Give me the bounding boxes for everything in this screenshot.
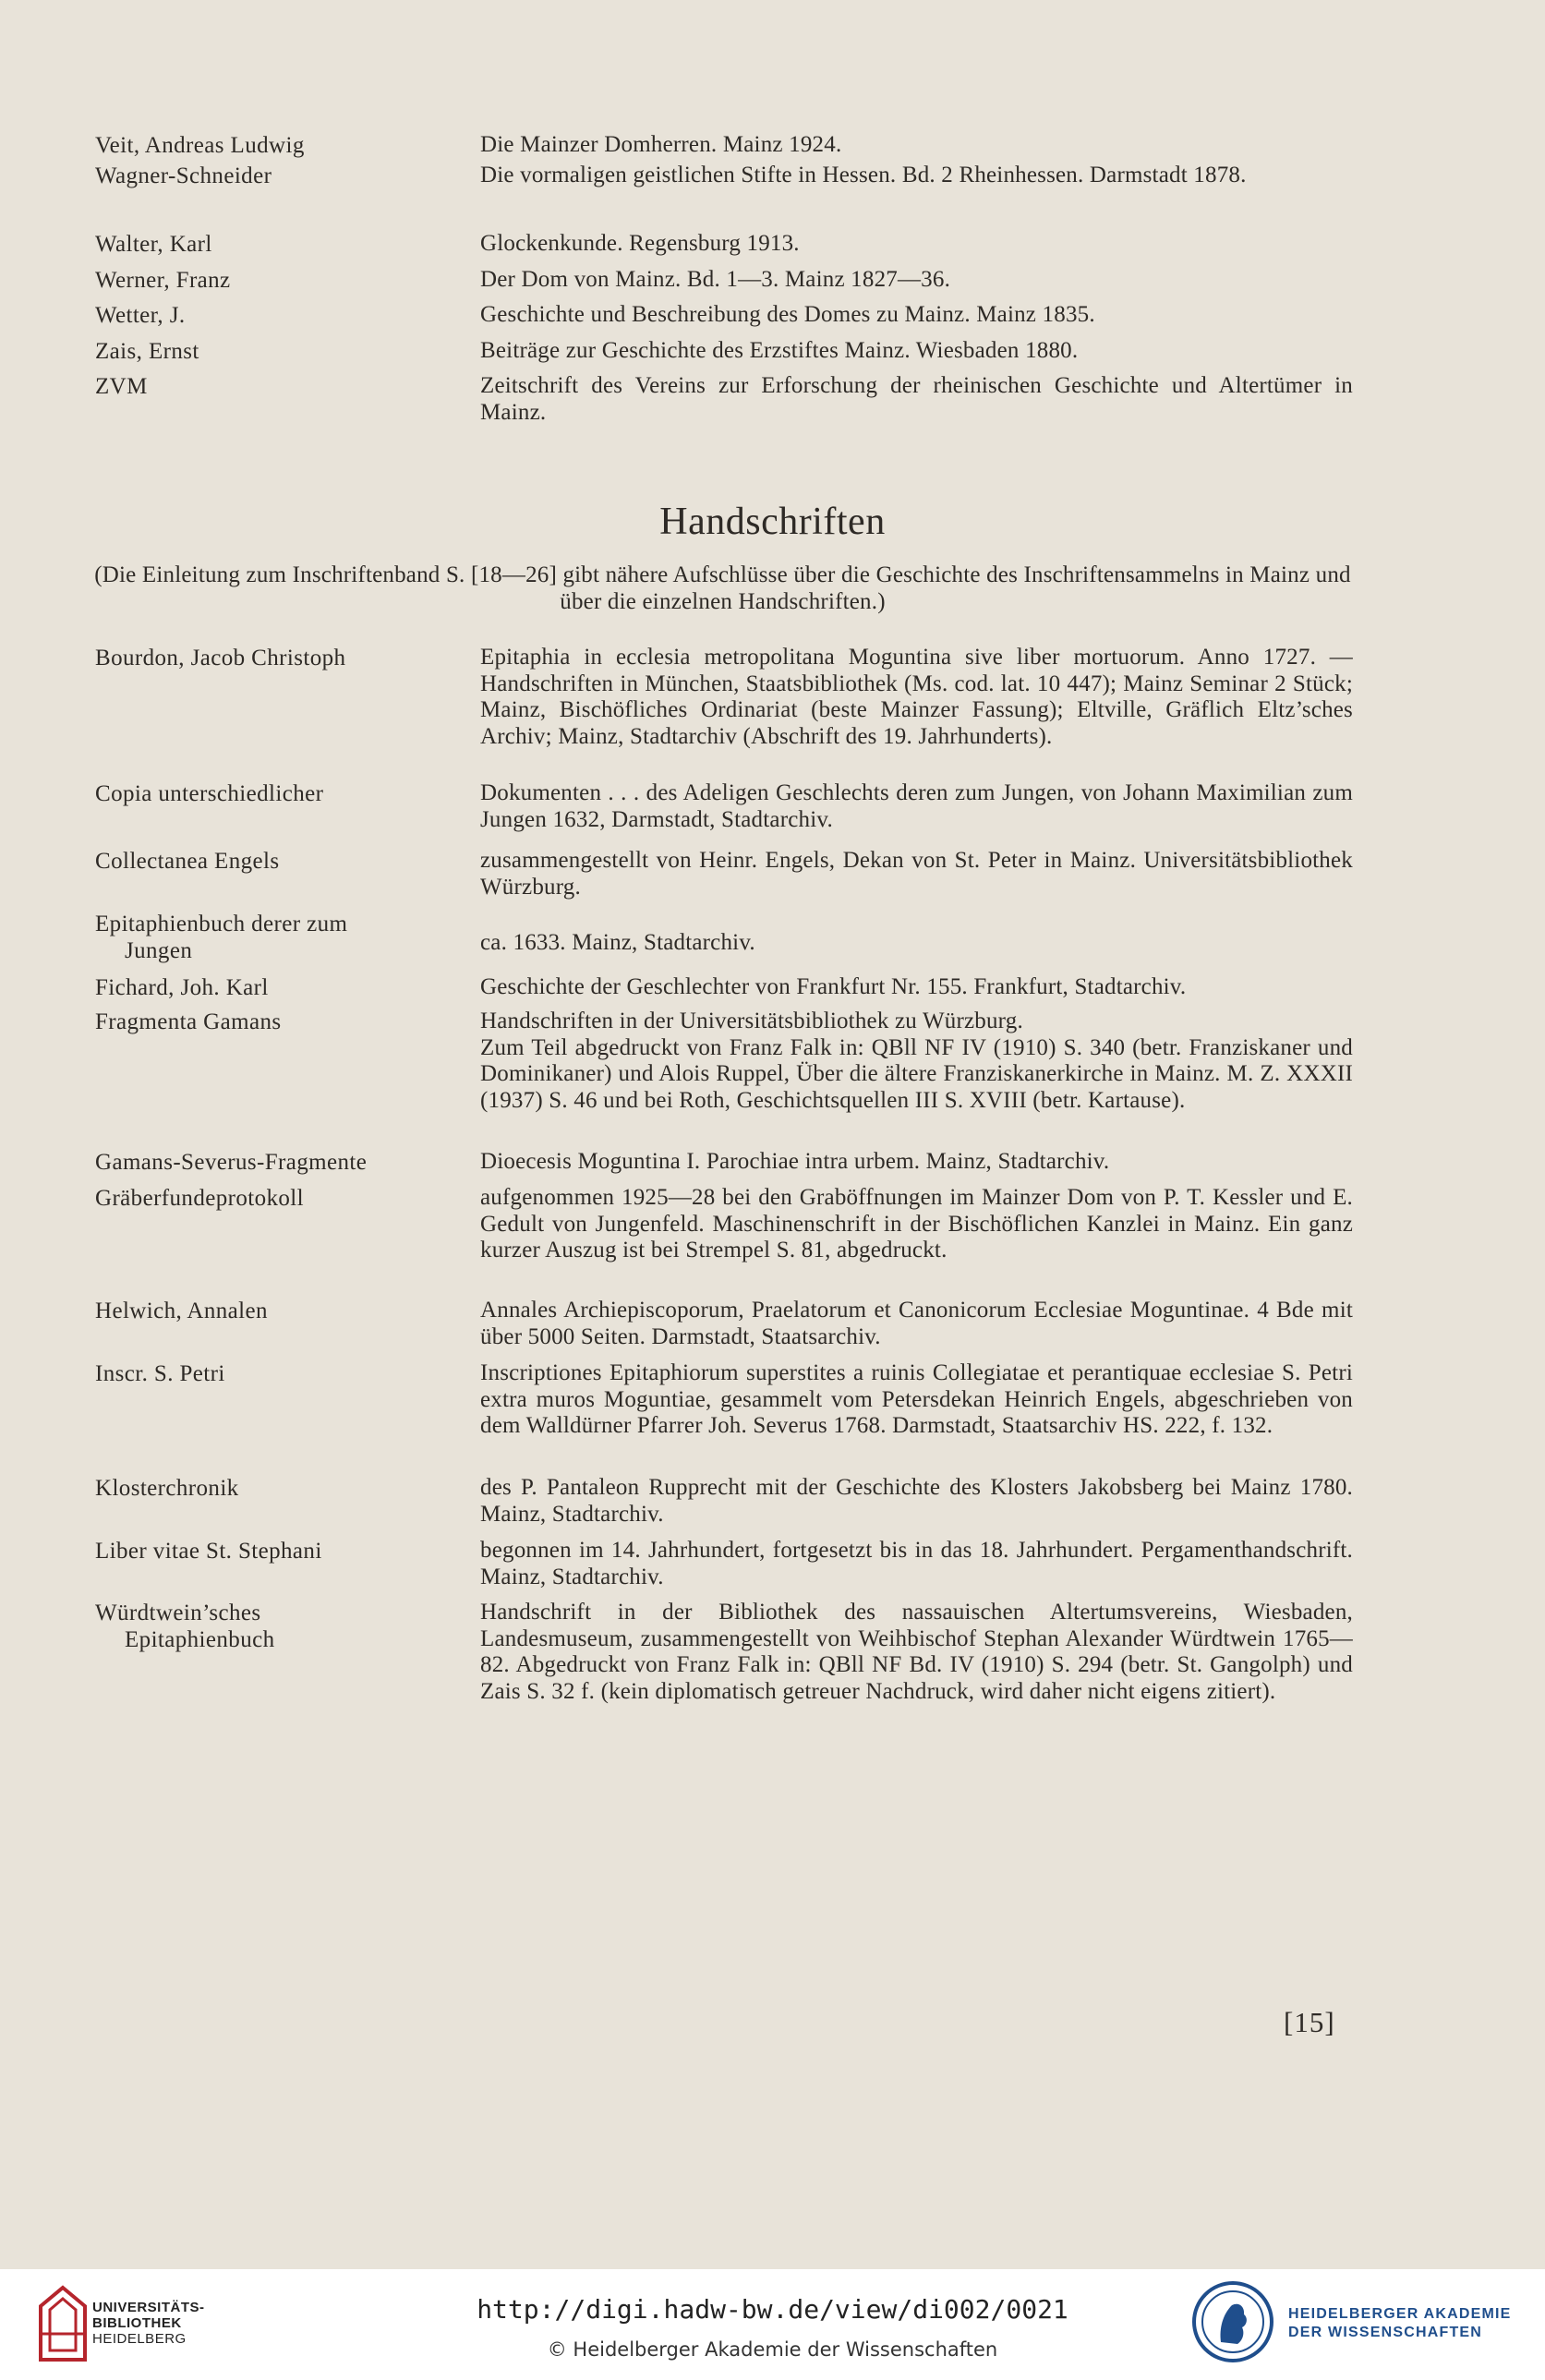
academy-name <box>1288 2305 1512 2342</box>
manuscript-name <box>95 1600 465 1653</box>
section-title: Handschriften <box>659 501 886 543</box>
manuscript-desc: aufgenommen 1925—28 bei den Graböffnungen im Mainzer Dom von P. T. Kessler und E. Gedult von Jungenfeld. Maschinenschrift in der Bischöflichen Kanzlei in Mainz. Ein ganz kurzer Auszug ist bei Strempel S. 81, abgedruckt. <box>480 1185 1353 1262</box>
manuscript-name-line1: Fragmenta Gamans <box>95 1009 282 1034</box>
manuscript-name <box>95 645 465 671</box>
manuscript-name-line1: Inscr. S. Petri <box>95 1361 225 1386</box>
manuscript-name <box>95 1185 465 1212</box>
manuscript-desc: begonnen im 14. Jahrhundert, fortgesetzt bis in das 18. Jahrhundert. Pergamenthandschrift. Mainz, Stadtarchiv. <box>480 1538 1353 1589</box>
bib-name: Veit, Andreas Ludwig <box>95 133 305 158</box>
manuscript-desc: Annales Archiepiscoporum, Praelatorum et Canonicorum Ecclesiae Moguntinae. 4 Bde mit über 5000 Seiten. Darmstadt, Staatsarchiv. <box>480 1298 1353 1349</box>
ub-line-2: BIBLIOTHEK <box>92 2315 182 2331</box>
academy-seal-icon <box>1191 2277 1274 2366</box>
manuscript-name <box>95 1360 465 1387</box>
manuscript-desc: Epitaphia in ecclesia metropolitana Moguntina sive liber mortuorum. Anno 1727. — Handschriften in München, Staatsbibliothek (Ms. cod. lat. 10 447); Mainz Seminar 2 Stück; Mainz, Bischöfliches Ordinariat (beste Mainzer Fassung); Eltville, Gräflich Eltz’sches Archiv; Mainz, Stadtarchiv (Abschrift des 19. Jahrhunderts). <box>480 645 1353 749</box>
manuscript-name-line1: Epitaphienbuch derer zum <box>95 912 348 936</box>
copyright-notice: © Heidelberger Akademie der Wissenschaften <box>547 2338 998 2361</box>
manuscript-name <box>95 1538 465 1565</box>
bib-desc: Der Dom von Mainz. Bd. 1—3. Mainz 1827—36. <box>480 267 951 292</box>
manuscript-name <box>95 911 465 964</box>
manuscript-name-line2: Epitaphienbuch <box>125 1627 275 1652</box>
manuscript-desc: Handschriften in der Universitätsbibliothek zu Würzburg. Zum Teil abgedruckt von Franz Falk in: QBll NF IV (1910) S. 340 (betr. Franziskaner und Dominikaner) und Alois Ruppel, Über die ältere Franziskanerkirche in Mainz. M. Z. XXXII (1937) S. 46 und bei Roth, Geschichtsquellen III S. XVIII (betr. Kartause). <box>480 1009 1353 1113</box>
manuscript-name <box>95 1149 465 1176</box>
manuscript-name-line1: Bourdon, Jacob Christoph <box>95 646 346 671</box>
bib-name: Werner, Franz <box>95 268 231 293</box>
manuscript-desc: Geschichte der Geschlechter von Frankfurt Nr. 155. Frankfurt, Stadtarchiv. <box>480 974 1187 999</box>
manuscript-name <box>95 1009 465 1035</box>
bib-desc: Beiträge zur Geschichte des Erzstiftes Mainz. Wiesbaden 1880. <box>480 338 1079 363</box>
manuscript-desc: des P. Pantaleon Rupprecht mit der Geschichte des Klosters Jakobsberg bei Mainz 1780. Mainz, Stadtarchiv. <box>480 1475 1353 1527</box>
manuscript-name-line1: Fichard, Joh. Karl <box>95 975 269 1000</box>
manuscript-name-line1: Liber vitae St. Stephani <box>95 1539 322 1564</box>
academy-line-1: HEIDELBERGER AKADEMIE <box>1288 2306 1512 2322</box>
permalink-url[interactable]: http://digi.hadw-bw.de/view/di002/0021 <box>477 2294 1068 2325</box>
bib-desc: Zeitschrift des Vereins zur Erforschung der rheinischen Geschichte und Altertümer in Mainz. <box>480 373 1353 425</box>
manuscript-name-line2: Jungen <box>125 938 193 963</box>
manuscript-name <box>95 1475 465 1502</box>
manuscript-desc: Dioecesis Moguntina I. Parochiae intra urbem. Mainz, Stadtarchiv. <box>480 1149 1110 1174</box>
ub-line-3: HEIDELBERG <box>92 2331 187 2347</box>
academy-line-2: DER WISSENSCHAFTEN <box>1288 2325 1483 2340</box>
bib-name: ZVM <box>95 374 148 399</box>
manuscript-name <box>95 848 465 875</box>
manuscript-name-line1: Klosterchronik <box>95 1476 239 1501</box>
manuscript-desc: ca. 1633. Mainz, Stadtarchiv. <box>480 930 755 955</box>
bib-desc: Glockenkunde. Regensburg 1913. <box>480 231 800 256</box>
ub-line-1: UNIVERSITÄTS- <box>92 2300 205 2315</box>
bib-name: Zais, Ernst <box>95 339 199 364</box>
manuscript-name-line1: Collectanea Engels <box>95 849 280 874</box>
manuscript-desc: Inscriptiones Epitaphiorum superstites a ruinis Collegiatae et perantiquae ecclesiae S. Petri extra muros Moguntiae, gesammelt vom Petersdekan Heinrich Engels, abgeschrieben von dem Walldürner Pfarrer Joh. Severus 1768. Darmstadt, Staatsarchiv HS. 222, f. 132. <box>480 1360 1353 1438</box>
bib-name: Walter, Karl <box>95 232 212 257</box>
manuscript-desc: zusammengestellt von Heinr. Engels, Dekan von St. Peter in Mainz. Universitätsbibliothek Würzburg. <box>480 848 1353 900</box>
manuscript-name-line1: Würdtwein’sches <box>95 1601 261 1625</box>
bib-name: Wetter, J. <box>95 303 186 328</box>
manuscript-name <box>95 780 465 807</box>
manuscript-name-line1: Gamans-Severus-Fragmente <box>95 1150 368 1175</box>
manuscript-name-line1: Copia unterschiedlicher <box>95 781 324 806</box>
bib-desc: Geschichte und Beschreibung des Domes zu Mainz. Mainz 1835. <box>480 302 1095 327</box>
bib-desc: Die vormaligen geistlichen Stifte in Hessen. Bd. 2 Rheinhessen. Darmstadt 1878. <box>480 163 1247 187</box>
manuscript-name <box>95 1298 465 1324</box>
manuscript-desc: Dokumenten . . . des Adeligen Geschlechts deren zum Jungen, von Johann Maximilian zum Jungen 1632, Darmstadt, Stadtarchiv. <box>480 780 1353 832</box>
manuscript-name-line1: Helwich, Annalen <box>95 1299 268 1323</box>
page-number: [15] <box>1284 2006 1335 2038</box>
bib-name: Wagner-Schneider <box>95 163 272 188</box>
manuscript-desc: Handschrift in der Bibliothek des nassauischen Altertumsvereins, Wiesbaden, Landesmuseum, zusammengestellt von Weihbischof Stephan Alexander Würdtwein 1765—82. Abgedruckt von Franz Falk in: QBll NF Bd. IV (1910) S. 294 (betr. St. Gangolph) und Zais S. 32 f. (kein diplomatisch getreuer Nachdruck, wird daher nicht eigens zitiert). <box>480 1600 1353 1704</box>
manuscript-name <box>95 974 465 1001</box>
section-intro: (Die Einleitung zum Inschriftenband S. [18—26] gibt nähere Aufschlüsse über die Geschichte des Inschriftensammelns in Mainz und über die einzelnen Handschriften.) <box>94 562 1351 614</box>
manuscript-name-line1: Gräberfundeprotokoll <box>95 1186 304 1211</box>
bib-desc: Die Mainzer Domherren. Mainz 1924. <box>480 132 842 157</box>
